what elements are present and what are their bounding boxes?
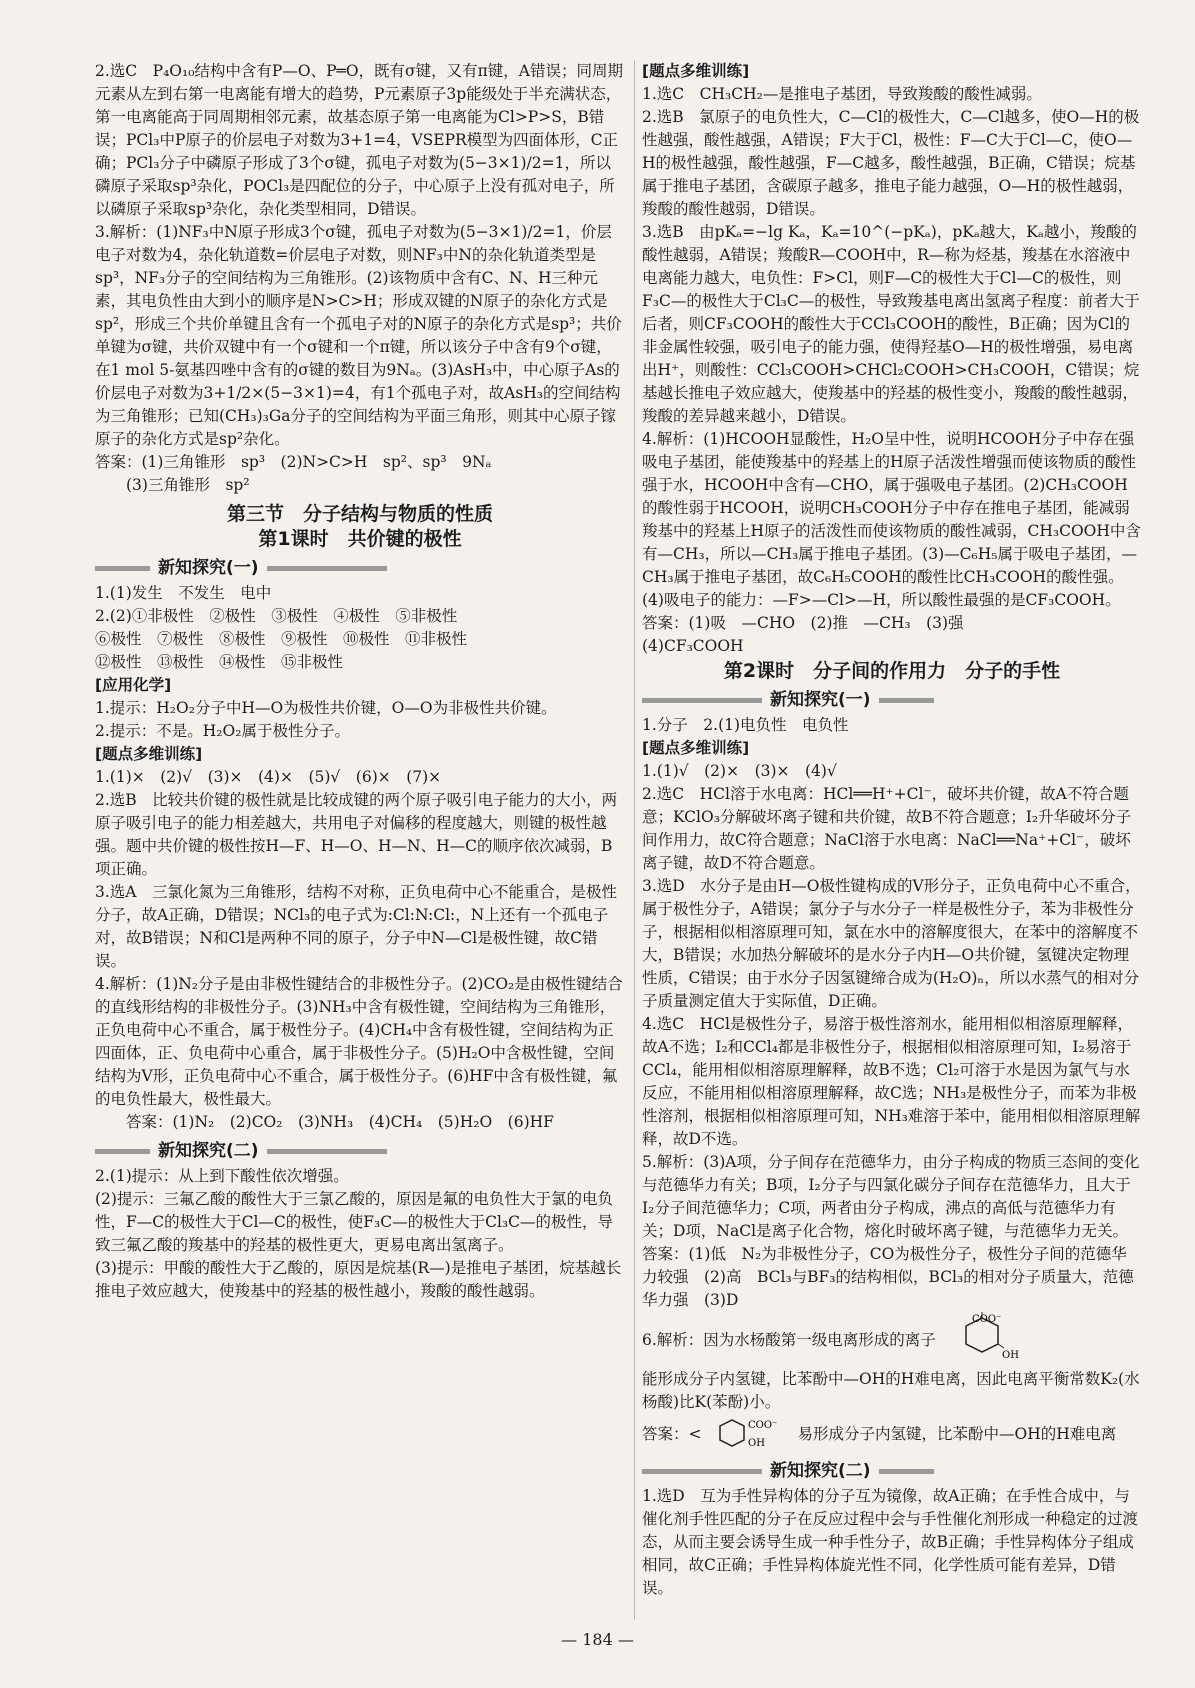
answer-3-key-b: (3)三角锥形 sp²: [126, 476, 250, 494]
multi-2: 2.选B 比较共价键的极性就是比较成键的两个原子吸引电子能力的大小，两原子吸引电子的能力相差越大，共用电子对偏移的程度越大，则键的极性越强。题中共价键的极性按H—F、H—O、H—N、H—C的顺序依次减弱，B项正确。: [95, 791, 618, 878]
lesson-title-2: 第2课时 分子间的作用力 分子的手性: [723, 660, 1061, 682]
answer-3: 3.解析：(1)NF₃中N原子形成3个σ键，孤电子对数为(5−3×1)/2=1，价层电子对数为4，杂化轨道数=价层电子对数，则NF₃中N的杂化轨道类型是sp³，NF₃分子的空间结构为三角锥形。(2)该物质中含有C、N、H三种元素，其电负性由大到小的顺序是N>C>H；形成双键的N原子的杂化方式是sp²，形成三个共价单键且含有一个孤电子对的N原子的杂化方式是sp³；共价单键为σ键，共价双键中有一个σ键和一个π键，所以该分子中含有9个σ键，在1 mol 5-氨基四唑中含有的σ键的数目为9Nₐ。(3)AsH₃中，中心原子As的价层电子对数为3+1/2×(5−3×1)=4，有1个孤电子对，故AsH₃的空间结构为三角锥形；已知(CH₃)₃Ga分子的空间结构为平面三角形，则其中心原子镓原子的杂化方式是sp²杂化。: [95, 223, 622, 448]
r-answer-4-key-a: 答案：(1)吸 —CHO (2)推 —CH₃ (3)强: [642, 614, 964, 632]
s-item-4: 3.选D 水分子是由H—O极性键构成的V形分子，正负电荷中心不重合，属于极性分子，A错误；氯分子与水分子一样是极性分子，苯为非极性分子，根据相似相溶原理可知，氯在水中的溶解度很大，在苯中的溶解度不大，B错误；水加热分解破坏的是水分子内H—O共价键，氢键决定物理性质，C错误；由于水分子因氢键缔合成为(H₂O)ₙ，所以水蒸气的相对分子质量测定值大于实际值，D正确。: [642, 877, 1141, 1010]
s-item-7-answer: 答案：< COO⁻ OH 易形成分子内氢键，比苯酚中—OH的H难电离: [642, 1414, 1142, 1454]
s-item-1: 1.分子 2.(1)电负性 电负性: [642, 716, 849, 734]
benzene-ring-icon: [946, 1312, 1019, 1368]
s-item-6-answer: 答案：(1)低 N₂为非极性分子，CO为极性分子，极性分子间的范德华力较强 (2)高 BCl₃与BF₃的结构相似，BCl₃的相对分子质量大，范德华力强 (3)D: [642, 1245, 1134, 1309]
nk2-item-1: 2.(1)提示：从上到下酸性依次增强。: [95, 1167, 349, 1185]
left-column: [95, 60, 625, 1303]
multi-4-answer: 答案：(1)N₂ (2)CO₂ (3)NH₃ (4)CH₄ (5)H₂O (6)HF: [126, 1113, 554, 1131]
s-item-3: 2.选C HCl溶于水电离：HCl══H⁺+Cl⁻，破坏共价键，故A不符合题意；KClO₃分解破坏离子键和共价键，故B不符合题意；I₂升华破坏分子间作用力，故C符合题意；NaCl溶于水电离：NaCl══Na⁺+Cl⁻，破坏离子键，故D不符合题意。: [642, 785, 1132, 872]
benzene-ring-icon-2: [710, 1414, 790, 1454]
answer-2: 2.选C P₄O₁₀结构中含有P—O、P═O，既有σ键，又有π键，A错误；同周期元素从左到右第一电离能有增大的趋势，P元素原子3p能级处于半充满状态，第一电离能高于同周期相邻元素，故基态原子第一电离能为Cl>P>S，B错误；PCl₃中P原子的价层电子对数为3+1=4，VSEPR模型为四面体形，C正确；PCl₃分子中磷原子形成了3个σ键，孤电子对数为(5−3×1)/2=1，所以磷原子采取sp³杂化，POCl₃是四配位的分子，中心原子上没有孤对电子，所以磷原子采取sp³杂化，杂化类型相同，D错误。: [95, 62, 623, 218]
page-number: — 184 —: [561, 1630, 634, 1649]
r-answer-4: 4.解析：(1)HCOOH显酸性，H₂O呈中性，说明HCOOH分子中存在强吸电子基团，能使羧基中的羟基上的H原子活泼性增强而使该物质的酸性强于水，HCOOH中含有—CHO，属于强吸电子基团。(2)CH₃COOH的酸性弱于HCOOH，说明CH₃COOH分子中存在推电子基团，能减弱羧基中的羟基上H原子的活泼性而使该物质的酸性减弱，CH₃COOH中含有—CH₃，所以—CH₃属于推电子基团。(3)—C₆H₅属于吸电子基团，—CH₃属于推电子基团，故C₆H₅COOH的酸性比CH₃COOH的酸性强。(4)吸电子的能力：—F>—Cl>—H，所以酸性最强的是CF₃COOH。: [642, 430, 1141, 609]
new-knowledge-header-2: 新知探究(二): [95, 1140, 625, 1163]
nk1-item-1: 1.(1)发生 不发生 电中: [95, 584, 272, 602]
oh-label: OH: [1001, 1350, 1019, 1361]
new-knowledge-header-4: 新知探究(二): [642, 1460, 1142, 1483]
coo-label-2: COO⁻: [747, 1420, 777, 1431]
lesson-title-1: 第1课时 共价键的极性: [258, 528, 462, 550]
applied-chem-tag: [应用化学]: [95, 676, 172, 694]
s-item-5: 4.选C HCl是极性分子，易溶于极性溶剂水，能用相似相溶原理解释，故A不选；I₂和CCl₄都是非极性分子，根据相似相溶原理可知，I₂易溶于CCl₄，能用相似相溶原理解释，故B不选；Cl₂可溶于水是因为氯气与水反应，不能用相似相溶原理解释，故C选；NH₃是极性分子，而苯为非极性溶剂，根据相似相溶原理可知，NH₃难溶于苯中，能用相似相溶原理解释，故D不选。: [642, 1015, 1141, 1148]
multi-3: 3.选A 三氯化氮为三角锥形，结构不对称，正负电荷中心不能重合，是极性分子，故A正确，D错误；NCl₃的电子式为:Cl:N:Cl:，N上还有一个孤电子对，故B错误；N和Cl是两种不同的原子，分子中N—Cl是极性键，故C错误。: [95, 883, 617, 970]
applied-1: 1.提示：H₂O₂分子中H—O为极性共价键，O—O为非极性共价键。: [95, 699, 557, 717]
r-answer-1: 1.选C CH₃CH₂—是推电子基团，导致羧酸的酸性减弱。: [642, 85, 1042, 103]
multi-training-tag-2: [题点多维训练]: [642, 62, 750, 80]
r-answer-2: 2.选B 氯原子的电负性大，C—Cl的极性大，C—Cl越多，使O—H的极性越强，酸性越强，A错误；F大于Cl，极性：F—C大于Cl—C，使O—H的极性越强，酸性越强，F—C越多，酸性越强，B正确，C错误；烷基属于推电子基团，含碳原子越多，推电子能力越强，O—H的极性越弱，羧酸的酸性越弱，D错误。: [642, 108, 1140, 218]
multi-training-tag-1: [题点多维训练]: [95, 745, 203, 763]
nk1-item-2b: ⑥极性 ⑦极性 ⑧极性 ⑨极性 ⑩极性 ⑪非极性: [95, 630, 468, 648]
oh-label-2: OH: [747, 1438, 765, 1449]
nk2-item-3: (3)提示：甲酸的酸性大于乙酸的，原因是烷基(R—)是推电子基团，烷基越长推电子效应越大，使羧基中的羟基的极性越小，羧酸的酸性越弱。: [95, 1259, 622, 1300]
coo-label: COO⁻: [971, 1314, 1002, 1325]
new-knowledge-header-3: 新知探究(一): [642, 689, 1142, 712]
nk1-item-2c: ⑫极性 ⑬极性 ⑭极性 ⑮非极性: [95, 653, 344, 671]
t-item-1: 1.选D 互为手性异构体的分子互为镜像，故A正确；在手性合成中，与催化剂手性匹配的分子在反应过程中会与手性催化剂形成一种稳定的过渡态，从而主要会诱导生成一种手性分子，故B正确；手性异构体分子组成相同，故C正确；手性异构体旋光性不同，化学性质可能有差异，D错误。: [642, 1487, 1139, 1597]
answer-3-key-a: 答案：(1)三角锥形 sp³ (2)N>C>H sp²、sp³ 9Nₐ: [95, 453, 492, 471]
new-knowledge-header-1: 新知探究(一): [95, 557, 625, 580]
nk2-item-2: (2)提示：三氟乙酸的酸性大于三氯乙酸的，原因是氟的电负性大于氯的电负性，F—C的极性大于Cl—C的极性，使F₃C—的极性大于Cl₃C—的极性，导致三氟乙酸的羧基中的羟基的极性更大，更易电离出氢离子。: [95, 1190, 614, 1254]
nk1-item-2a: 2.(2)①非极性 ②极性 ③极性 ④极性 ⑤非极性: [95, 607, 458, 625]
s-item-2: 1.(1)√ (2)× (3)× (4)√: [642, 762, 837, 780]
salicylate-structure: 6.解析：因为水杨酸第一级电离形成的离子 COO⁻ OH: [642, 1312, 1142, 1368]
applied-2: 2.提示：不是。H₂O₂属于极性分子。: [95, 722, 350, 740]
r-answer-4-key-b: (4)CF₃COOH: [642, 637, 744, 655]
right-column: [642, 60, 1142, 1600]
multi-training-tag-3: [题点多维训练]: [642, 739, 750, 757]
multi-4: 4.解析：(1)N₂分子是由非极性键结合的非极性分子。(2)CO₂是由极性键结合的直线形结构的非极性分子。(3)NH₃中含有极性键，空间结构为三角锥形，正负电荷中心不重合，属于极性分子。(4)CH₄中含有极性键，空间结构为正四面体，正、负电荷中心重合，属于非极性分子。(5)H₂O中含极性键，空间结构为V形，正负电荷中心不重合，属于极性分子。(6)HF中含有极性键，氟的电负性最大，极性最大。: [95, 975, 623, 1108]
s-item-6: 5.解析：(3)A项，分子间存在范德华力，由分子构成的物质三态间的变化与范德华力有关；B项，I₂分子与四氯化碳分子间存在范德华力，且大于I₂分子间范德华力；C项，两者由分子构成，沸点的高低与范德华力有关；D项，NaCl是离子化合物，熔化时破坏离子键，与范德华力无关。: [642, 1153, 1140, 1240]
column-divider: [634, 60, 635, 1620]
s-item-7: 能形成分子内氢键，比苯酚中—OH的H难电离，因此电离平衡常数K₂(水杨酸)比K(苯酚)小。: [642, 1370, 1140, 1411]
section-title: 第三节 分子结构与物质的性质: [226, 503, 493, 525]
r-answer-3: 3.选B 由pKₐ=−lg Kₐ，Kₐ=10^(−pKₐ)，pKₐ越大，Kₐ越小，羧酸的酸性越弱，A错误；羧酸R—COOH中，R—称为烃基，羧基在水溶液中电离能力越大，电负性：F>Cl，则F—C的极性大于Cl—C的极性，则F₃C—的极性大于Cl₃C—的极性，导致羧基电离出氢离子程度：前者大于后者，则CF₃COOH的酸性大于CCl₃COOH的酸性，B正确；因为Cl的非金属性较强，吸引电子的能力强，使得羟基O—H的极性增强，易电离出H⁺，则酸性：CCl₃COOH>CHCl₂COOH>CH₃COOH，C错误；烷基越长推电子效应越大，使羧基中的羟基的极性变小，羧酸的酸性越弱，羧酸的差异越来越小，D错误。: [642, 223, 1140, 425]
multi-1: 1.(1)× (2)√ (3)× (4)× (5)√ (6)× (7)×: [95, 768, 442, 786]
